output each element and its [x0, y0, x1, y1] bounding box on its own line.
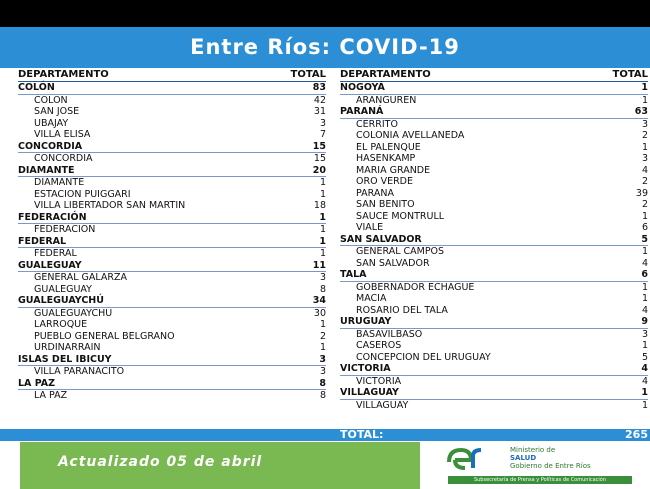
- locality-row: [340, 211, 648, 223]
- row-name: FEDERACION: [34, 224, 96, 235]
- row-total: 1: [641, 141, 648, 153]
- row-name: GENERAL CAMPOS: [356, 246, 445, 257]
- row-total: 1: [641, 399, 648, 411]
- locality-row: [340, 400, 648, 412]
- row-total: 15: [313, 153, 326, 164]
- report-title: Entre Ríos: COVID-19: [0, 27, 650, 68]
- row-name: SAN SALVADOR: [356, 257, 430, 269]
- covid-report-card: [0, 27, 650, 483]
- department-row: [340, 316, 648, 329]
- department-row: [18, 82, 326, 95]
- row-name: CONCORDIA: [34, 153, 93, 164]
- locality-row: [340, 293, 648, 305]
- row-total: 2: [641, 130, 648, 141]
- row-name: UBAJAY: [34, 117, 69, 129]
- total-row: [340, 429, 648, 441]
- row-name: COLÓN: [18, 82, 55, 93]
- row-name: LA PAZ: [18, 377, 56, 389]
- row-name: VILLA LIBERTADOR SAN MARTIN: [34, 200, 186, 211]
- row-name: GENERAL GALARZA: [34, 272, 127, 283]
- row-total: 8: [319, 283, 326, 295]
- row-total: 15: [312, 140, 326, 152]
- locality-row: [340, 329, 648, 341]
- row-total: 39: [635, 187, 648, 199]
- ministry-line3: Gobierno de Entre Ríos: [510, 462, 591, 470]
- row-name: GUALEGUAYCHÚ: [18, 295, 104, 306]
- locality-row: [18, 153, 326, 165]
- row-total: 3: [641, 328, 648, 340]
- row-name: VICTORIA: [356, 375, 402, 387]
- locality-row: [340, 352, 648, 364]
- row-total: 1: [641, 340, 648, 351]
- row-total: 2: [319, 330, 326, 342]
- row-total: 20: [312, 164, 326, 176]
- row-total: 4: [641, 164, 648, 176]
- department-row: [18, 295, 326, 308]
- row-total: 1: [641, 281, 648, 293]
- row-name: TALA: [340, 269, 367, 280]
- locality-row: [18, 106, 326, 118]
- right-table-body: [340, 82, 648, 411]
- locality-row: [18, 224, 326, 236]
- row-total: 8: [319, 390, 326, 401]
- locality-row: [18, 331, 326, 343]
- locality-row: [340, 258, 648, 270]
- row-total: 1: [641, 246, 648, 257]
- locality-row: [340, 376, 648, 388]
- row-total: 3: [319, 353, 326, 365]
- row-total: 1: [319, 342, 326, 353]
- row-name: ROSARIO DEL TALA: [356, 304, 448, 316]
- row-total: 9: [641, 316, 648, 327]
- row-name: VICTORIA: [340, 363, 391, 374]
- department-row: [340, 106, 648, 119]
- locality-row: [340, 246, 648, 258]
- row-total: 4: [641, 257, 648, 269]
- locality-row: [18, 189, 326, 201]
- locality-row: [18, 342, 326, 354]
- department-row: [340, 269, 648, 282]
- row-total: 30: [313, 307, 326, 319]
- locality-row: [340, 305, 648, 317]
- row-name: PARANÁ: [340, 106, 384, 117]
- locality-row: [18, 200, 326, 212]
- row-name: VILLAGUAY: [340, 387, 399, 398]
- row-total: 1: [641, 210, 648, 222]
- locality-row: [340, 282, 648, 294]
- row-name: SAN JOSE: [34, 106, 80, 117]
- locality-row: [18, 308, 326, 320]
- row-name: HASENKAMP: [356, 153, 416, 164]
- row-name: EL PALENQUE: [356, 141, 421, 153]
- row-name: BASAVILBASO: [356, 328, 423, 340]
- row-name: VILLA ELISA: [34, 129, 91, 140]
- total-bar: [0, 429, 650, 441]
- row-total: 1: [319, 188, 326, 200]
- locality-row: [340, 176, 648, 188]
- header-total: TOTAL: [290, 69, 326, 80]
- locality-row: [18, 177, 326, 189]
- row-total: 83: [312, 82, 326, 93]
- row-name: GOBERNADOR ECHAGUE: [356, 281, 475, 293]
- header-total: TOTAL: [612, 69, 648, 80]
- row-total: 1: [641, 293, 648, 304]
- department-row: [340, 363, 648, 376]
- locality-row: [340, 130, 648, 142]
- header-departamento: DEPARTAMENTO: [18, 69, 109, 80]
- locality-row: [18, 284, 326, 296]
- locality-row: [340, 165, 648, 177]
- locality-row: [18, 390, 326, 402]
- row-name: URDINARRAIN: [34, 342, 101, 353]
- row-name: MARIA GRANDE: [356, 164, 431, 176]
- subsecretaria-bar: Subsecretaría de Prensa y Políticas de Comunicación: [448, 476, 632, 484]
- row-total: 8: [319, 377, 326, 389]
- row-total: 1: [641, 82, 648, 93]
- row-total: 4: [641, 304, 648, 316]
- row-name: SAN SALVADOR: [340, 233, 422, 245]
- row-total: 3: [319, 272, 326, 283]
- row-name: SAUCE MONTRULL: [356, 210, 445, 222]
- row-total: 4: [641, 375, 648, 387]
- locality-row: [340, 142, 648, 154]
- row-name: ISLAS DEL IBICUY: [18, 353, 112, 365]
- row-total: 6: [641, 222, 648, 233]
- department-row: [18, 212, 326, 225]
- row-total: 42: [313, 94, 326, 106]
- row-total: 1: [641, 94, 648, 106]
- row-name: NOGOYÁ: [340, 82, 385, 93]
- row-name: PUEBLO GENERAL BELGRANO: [34, 330, 175, 342]
- row-name: CONCORDIA: [18, 140, 83, 152]
- row-name: VILLAGUAY: [356, 399, 409, 411]
- row-total: 5: [641, 233, 648, 245]
- row-name: GUALEGUAY: [18, 259, 82, 271]
- locality-row: [18, 319, 326, 331]
- department-row: [340, 387, 648, 400]
- row-total: 2: [641, 199, 648, 210]
- row-name: GUALEGUAY: [34, 283, 92, 295]
- locality-row: [340, 340, 648, 352]
- department-row: [18, 378, 326, 391]
- row-name: CERRITO: [356, 118, 398, 130]
- locality-row: [18, 272, 326, 284]
- row-name: ESTACION PUIGGARI: [34, 188, 131, 200]
- row-total: 34: [312, 295, 326, 306]
- row-total: 1: [319, 319, 326, 330]
- row-name: LA PAZ: [34, 390, 68, 401]
- row-total: 1: [641, 387, 648, 398]
- locality-row: [340, 95, 648, 107]
- row-total: 1: [319, 248, 326, 259]
- department-row: [18, 260, 326, 273]
- row-name: FEDERAL: [34, 248, 77, 259]
- row-name: CASEROS: [356, 340, 402, 351]
- locality-row: [18, 366, 326, 378]
- row-name: ARANGUREN: [356, 94, 417, 106]
- header-departamento: DEPARTAMENTO: [340, 69, 431, 80]
- row-total: 18: [313, 200, 326, 211]
- row-name: ORO VERDE: [356, 176, 413, 187]
- ministry-logo-icon: [445, 444, 487, 474]
- locality-row: [340, 119, 648, 131]
- updated-text: Actualizado 05 de abril: [58, 454, 263, 470]
- right-table: [340, 69, 648, 411]
- department-row: [340, 82, 648, 95]
- locality-row: [340, 188, 648, 200]
- row-total: 3: [319, 117, 326, 129]
- row-total: 7: [319, 129, 326, 140]
- department-row: [340, 234, 648, 247]
- table-header: [18, 69, 326, 82]
- row-total: 5: [641, 351, 648, 363]
- department-row: [18, 165, 326, 178]
- total-value: 265: [625, 428, 648, 441]
- row-name: GUALEGUAYCHU: [34, 307, 113, 319]
- department-row: [18, 141, 326, 154]
- row-total: 1: [319, 211, 326, 223]
- left-table-body: [18, 82, 326, 402]
- department-row: [18, 236, 326, 249]
- row-name: SAN BENITO: [356, 199, 415, 210]
- row-total: 1: [319, 177, 326, 188]
- row-total: 63: [634, 106, 648, 117]
- locality-row: [18, 248, 326, 260]
- ministry-text: [510, 446, 591, 470]
- row-total: 2: [641, 176, 648, 187]
- ministry-line1: Ministerio de: [510, 446, 556, 454]
- row-name: PARANA: [356, 187, 394, 199]
- ministry-line2: SALUD: [510, 454, 537, 462]
- locality-row: [18, 118, 326, 130]
- locality-row: [18, 129, 326, 141]
- row-name: FEDERAL: [18, 235, 67, 247]
- row-name: COLONIA AVELLANEDA: [356, 130, 465, 141]
- row-name: VIALE: [356, 222, 384, 233]
- row-total: 3: [641, 118, 648, 130]
- row-name: VILLA PARANACITO: [34, 366, 125, 377]
- row-name: LARROQUE: [34, 319, 88, 330]
- department-row: [18, 354, 326, 367]
- locality-row: [18, 95, 326, 107]
- row-name: DIAMANTE: [34, 177, 85, 188]
- footer: [0, 442, 650, 489]
- updated-banner: [20, 442, 420, 489]
- row-total: 31: [313, 106, 326, 117]
- row-name: CONCEPCION DEL URUGUAY: [356, 351, 491, 363]
- row-name: FEDERACIÓN: [18, 211, 87, 223]
- row-name: DIAMANTE: [18, 164, 75, 176]
- locality-row: [340, 222, 648, 234]
- row-total: 1: [319, 224, 326, 235]
- row-total: 11: [312, 259, 326, 271]
- row-total: 3: [641, 153, 648, 164]
- table-header: [340, 69, 648, 82]
- row-name: COLON: [34, 94, 68, 106]
- row-name: MACIA: [356, 293, 387, 304]
- total-label: TOTAL:: [340, 428, 384, 441]
- row-total: 1: [319, 235, 326, 247]
- locality-row: [340, 199, 648, 211]
- left-table: [18, 69, 326, 402]
- row-total: 4: [641, 363, 648, 374]
- locality-row: [340, 153, 648, 165]
- row-name: URUGUAY: [340, 316, 392, 327]
- row-total: 3: [319, 366, 326, 377]
- row-total: 6: [641, 269, 648, 280]
